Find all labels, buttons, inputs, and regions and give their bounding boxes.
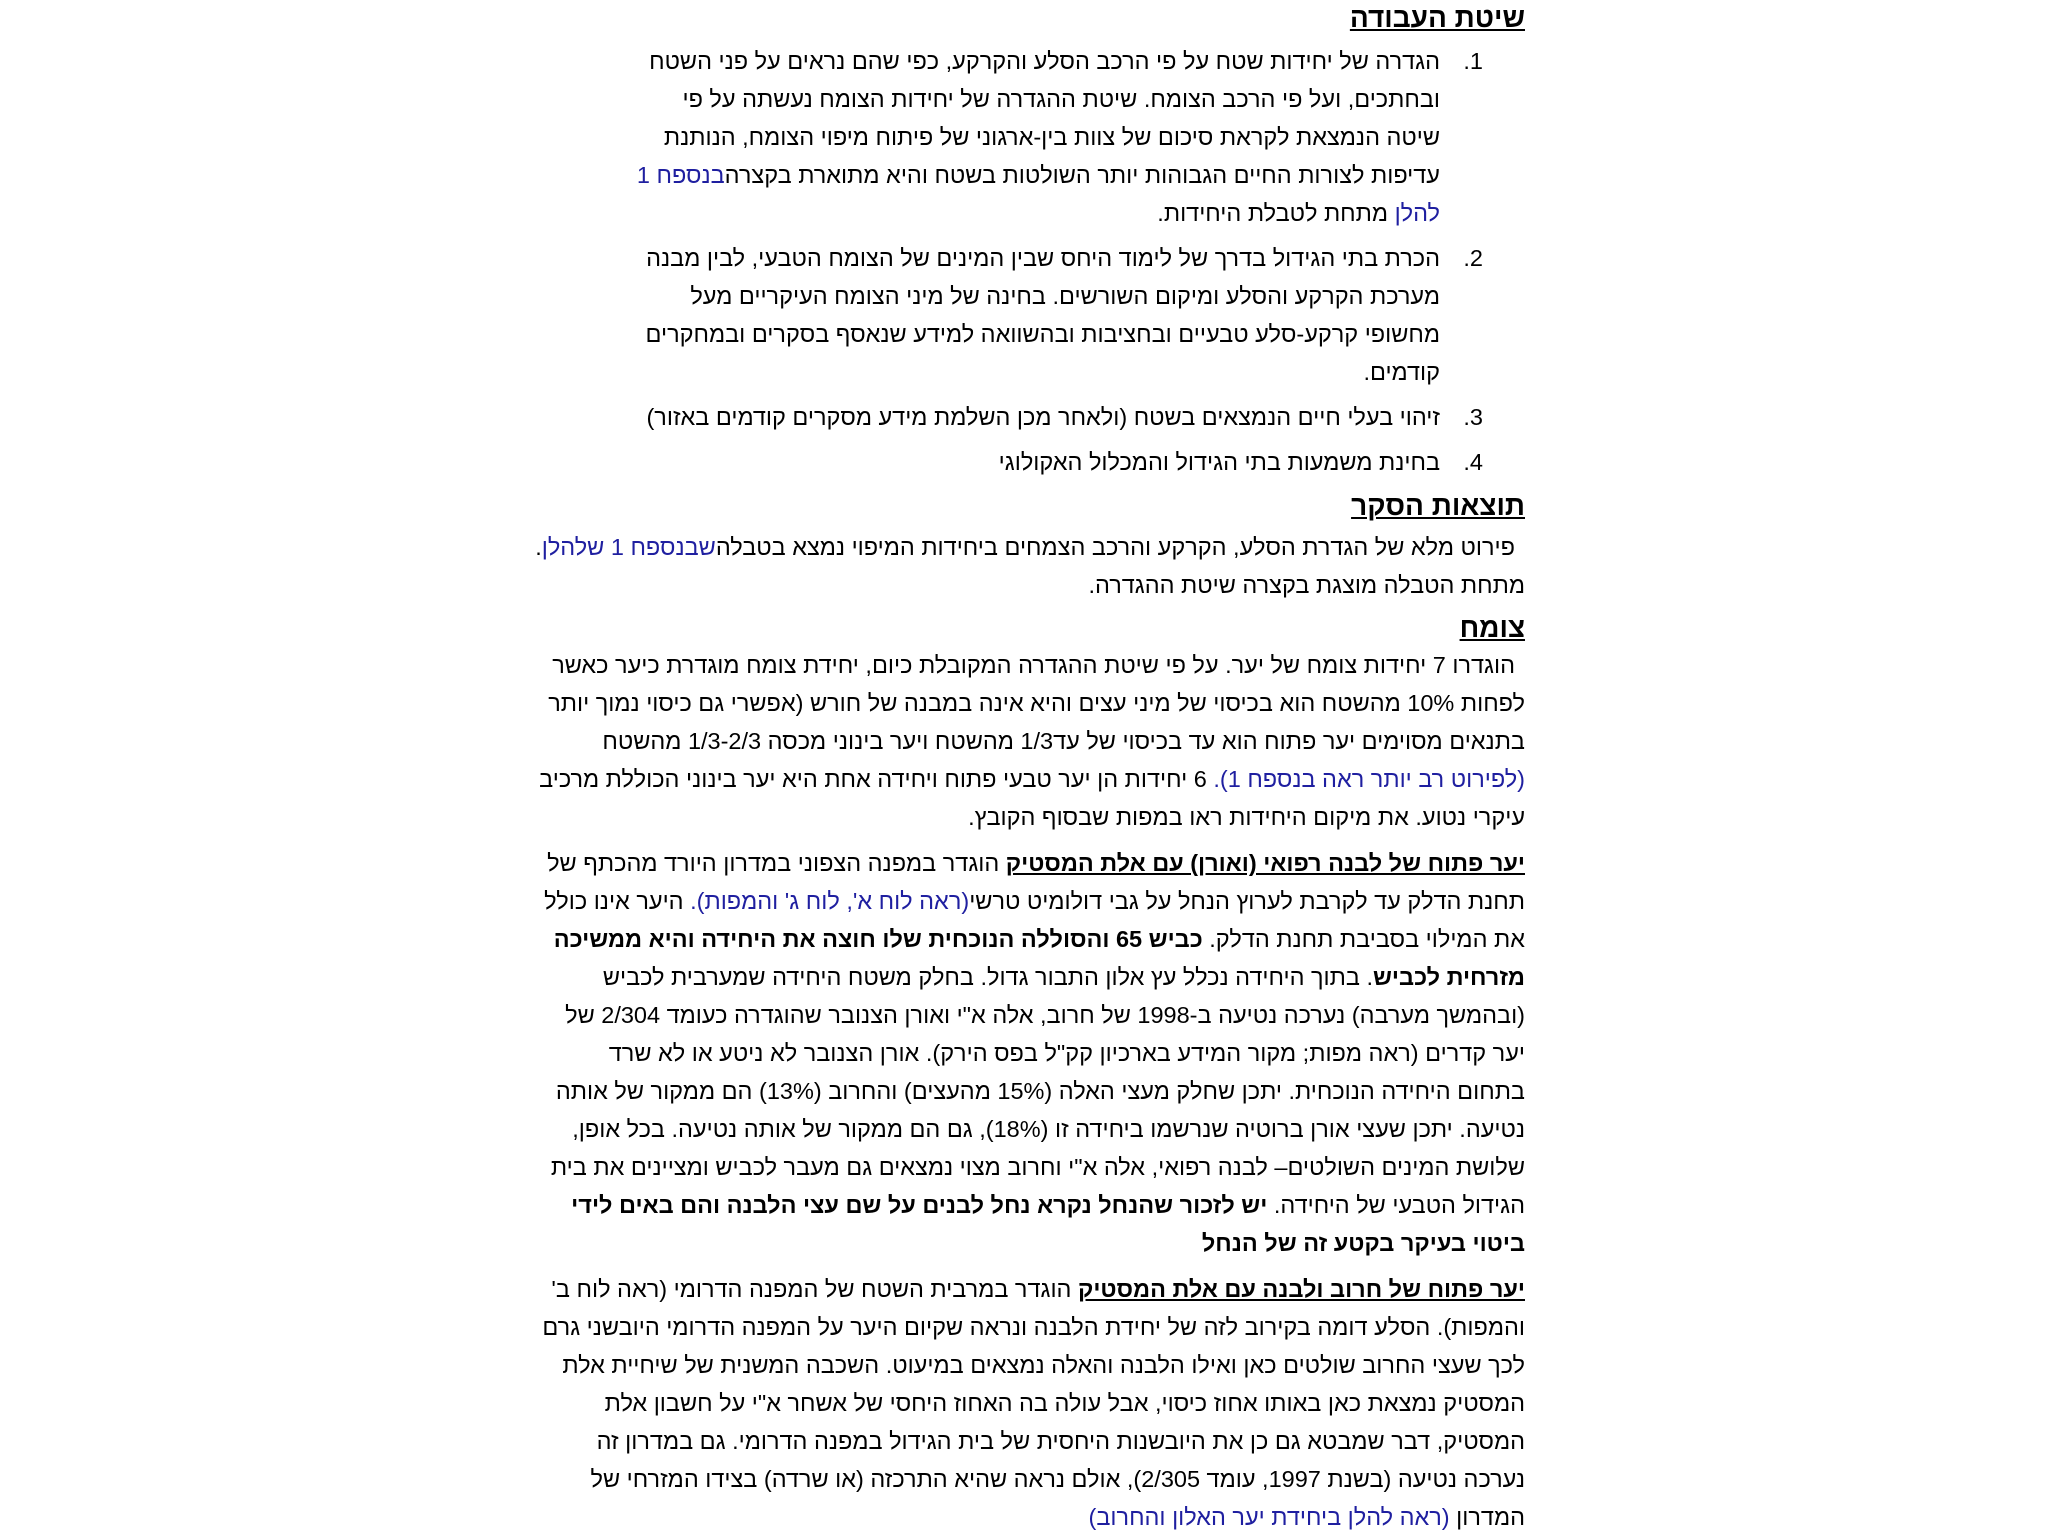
method-item	[535, 443, 1525, 481]
method-item	[535, 398, 1525, 436]
vegetation-text-end: 6 יחידות הן יער טבעי פתוח ויחידה אחת היא יער בינוני הכוללת מרכיב עיקרי נטוע. את מיקום היחידות ראו במפות שבסוף הקובץ.	[539, 766, 1525, 830]
method-item-number: 4.	[1463, 449, 1483, 475]
vegetation-paragraph	[535, 646, 1525, 836]
method-item-text-end: מתחת לטבלת היחידות.	[1157, 200, 1395, 226]
vegetation-heading: צומח	[1459, 612, 1525, 643]
appendix-1-link[interactable]: בנספח 1 להלן	[636, 162, 1440, 226]
results-text-end: . מתחת הטבלה מוצגת בקצרה שיטת ההגדרה.	[535, 534, 1525, 598]
unit-carob-text: הוגדר במרבית השטח של המפנה הדרומי (ראה לוח ב' והמפות). הסלע דומה בקירוב לזה של יחידת הלבנה ונראה שקיום היער על המפנה הדרומי היובשני גרם לכך שעצי החרוב שולטים כאן ואילו הלבנה והאלה נמצאים במיעוט. השכבה המשנית של שיחיית אלת המסטיק נמצאת כאן באותו אחוז כיסוי, אבל עולה בה האחוז היחסי של אשחר א"י על חשבון אלת המסטיק, דבר שמבטא גם כן את היובשנות היחסית של בית הגידול במפנה הדרומי. גם במדרון זה נערכה נטיעה (בשנת 1997, עומד 2/305), אולם נראה שהיא התרכזה (או שרדה) בצידו המזרחי של המדרון	[542, 1276, 1525, 1530]
document-page	[535, 0, 1525, 1536]
method-item	[535, 42, 1525, 232]
unit-storax-text-3: . בתוך היחידה נכלל עץ אלון התבור גדול. בחלק משטח היחידה שמערבית לכביש (ובהמשך מערבה) נערכה נטיעה ב-1998 של חרוב, אלה א"י ואורן הצנובר שהוגדרה כעומד 2/304 של יער קדרים (ראה מפות; מקור המידע בארכיון קק"ל בפס הירק). אורן הצנובר לא ניטע או לא שרד בתחום היחידה הנוכחית. יתכן שחלק מעצי האלה (15% מהעצים) והחרוב (13%) הם ממקור של אותה נטיעה. יתכן שעצי אורן ברוטיה שנרשמו ביחידה זו (18%), גם הם ממקור של אותה נטיעה. בכל אופן, שלושת המינים השולטים– לבנה רפואי, אלה א"י וחרוב מצוי נמצאים גם מעבר לכביש ומציינים את בית הגידול הטבעי של היחידה.	[550, 964, 1525, 1218]
method-list	[535, 42, 1525, 481]
tables-maps-link[interactable]: (ראה לוח א', לוח ג' והמפות).	[690, 888, 970, 914]
unit-carob-title: יער פתוח של חרוב ולבנה עם אלת המסטיק	[1077, 1276, 1525, 1302]
results-paragraph	[535, 528, 1525, 604]
method-item-text: הכרת בתי הגידול בדרך של לימוד היחס שבין המינים של הצומח הטבעי, לבין מבנה מערכת הקרקע והסלע ומיקום השורשים. בחינה של מיני הצומח העיקריים מעל מחשופי קרקע-סלע טבעיים ובחציבות ובהשוואה למידע שנאסף בסקרים ובמחקרים קודמים.	[645, 245, 1440, 385]
unit-storax-bold-note: כביש 65 והסוללה הנוכחית שלו חוצה את היחידה והיא ממשיכה מזרחית לכביש	[553, 926, 1525, 990]
appendix-1-detail-link[interactable]: (לפירוט רב יותר ראה בנספח 1).	[1213, 766, 1525, 792]
results-heading: תוצאות הסקר	[1351, 490, 1525, 521]
oak-carob-unit-link[interactable]: (ראה להלן ביחידת יער האלון והחרוב)	[1088, 1504, 1450, 1530]
appendix-1-table-link[interactable]: שבנספח 1 שלהלן	[541, 534, 716, 560]
method-item-text: בחינת משמעות בתי הגידול והמכלול האקולוגי	[998, 449, 1440, 475]
unit-storax-paragraph	[535, 844, 1525, 1262]
method-item-text: זיהוי בעלי חיים הנמצאים בשטח (ולאחר מכן השלמת מידע מסקרים קודמים באזור)	[646, 404, 1440, 430]
vegetation-text: הוגדרו 7 יחידות צומח של יער. על פי שיטת ההגדרה המקובלת כיום, יחידת צומח מוגדרת כיער כאשר לפחות 10% מהשטח הוא בכיסוי של מיני עצים והיא אינה במבנה של חורש (אפשרי גם כיסוי נמוך יותר בתנאים מסוימים יער פתוח הוא עד בכיסוי של עד1/3 מהשטח ויער בינוני מכסה 1/3-2/3 מהשטח	[548, 652, 1525, 754]
method-item	[535, 239, 1525, 391]
results-text: פירוט מלא של הגדרת הסלע, הקרקע והרכב הצמחים ביחידות המיפוי נמצא בטבלה	[715, 534, 1515, 560]
unit-storax-title: יער פתוח של לבנה רפואי (ואורן) עם אלת המסטיק	[1005, 850, 1525, 876]
method-item-number: 1.	[1463, 48, 1483, 74]
unit-storax-text-2: היער אינו כולל את המילוי בסביבת תחנת הדלק.	[544, 888, 1525, 952]
method-item-text: הגדרה של יחידות שטח על פי הרכב הסלע והקרקע, כפי שהם נראים על פני השטח ובחתכים, ועל פי הרכב הצומח. שיטת ההגדרה של יחידות הצומח נעשתה על פי שיטה הנמצאת לקראת סיכום של צוות בין-ארגוני של פיתוח מיפוי הצומח, הנותנת עדיפות לצורות החיים הגבוהות יותר השולטות בשטח והיא מתוארת בקצרה	[649, 48, 1440, 188]
method-item-number: 2.	[1463, 245, 1483, 271]
method-heading: שיטת העבודה	[1349, 2, 1525, 33]
method-item-number: 3.	[1463, 404, 1483, 430]
unit-storax-text: הוגדר במפנה הצפוני במדרון היורד מהכתף של תחנת הדלק עד לקרבת לערוץ הנחל על גבי דולומיט טרשי	[547, 850, 1525, 914]
unit-carob-paragraph	[535, 1270, 1525, 1536]
unit-storax-bold-remark: יש לזכור שהנחל נקרא נחל לבנים על שם עצי הלבנה והם באים לידי ביטוי בעיקר בקטע זה של הנחל	[571, 1192, 1525, 1256]
